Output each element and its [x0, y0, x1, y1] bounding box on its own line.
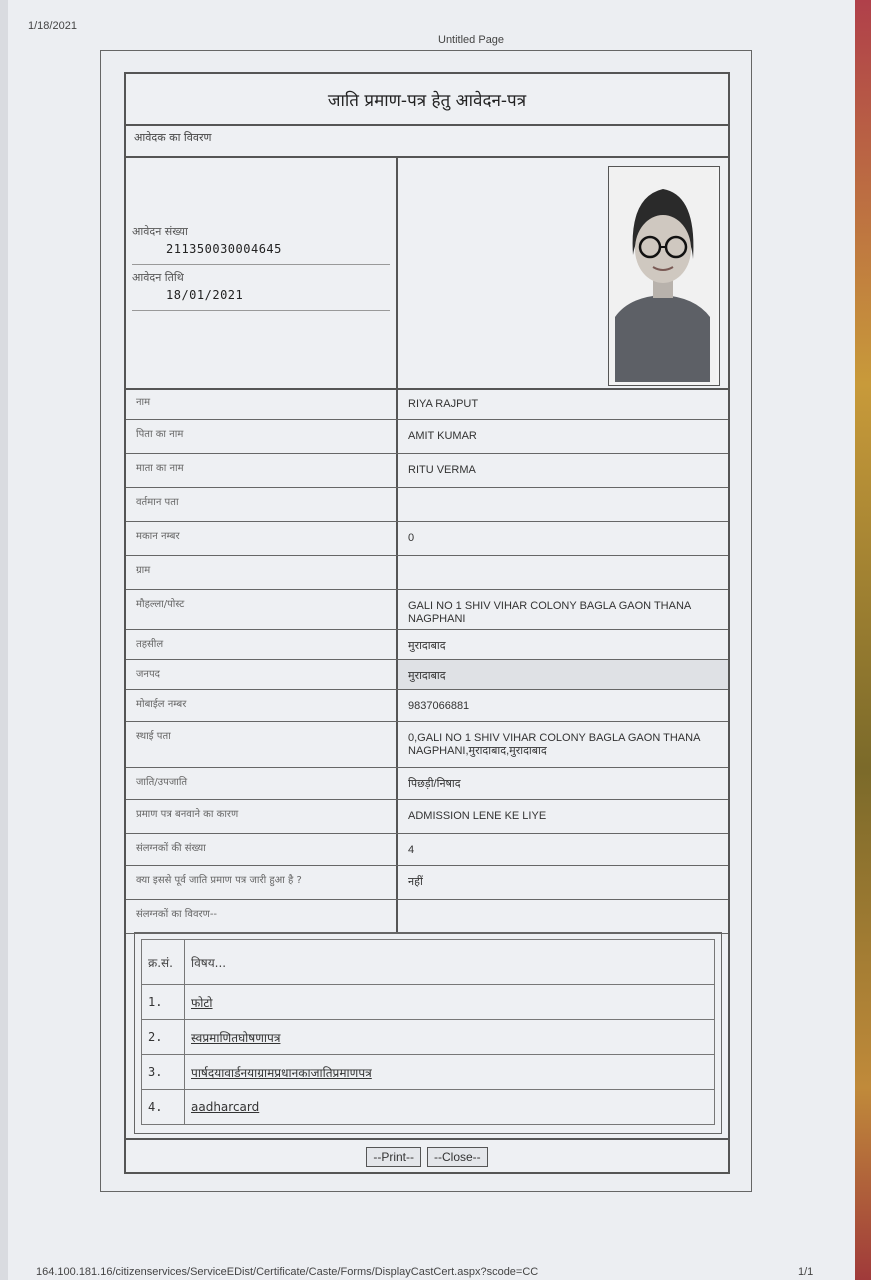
row-label: ग्राम	[126, 556, 398, 589]
attachment-cell	[185, 1055, 715, 1090]
table-header-row	[142, 940, 715, 985]
row-label: स्थाई पता	[126, 722, 398, 767]
row-attachment-details	[126, 900, 728, 934]
attachment-link[interactable]: स्वप्रमाणितघोषणापत्र	[191, 1030, 281, 1045]
details-rows	[126, 388, 728, 934]
row-district	[126, 660, 728, 690]
row-label: जाति/उपजाति	[126, 768, 398, 799]
divider	[132, 264, 390, 265]
row-value: 0,GALI NO 1 SHIV VIHAR COLONY BAGLA GAON THANA NAGPHANI,मुरादाबाद,मुरादाबाद	[408, 732, 700, 757]
row-locality	[126, 590, 728, 630]
row-value: मुरादाबाद	[398, 660, 728, 689]
row-father-name	[126, 420, 728, 454]
attachment-number: 1.	[142, 985, 185, 1020]
table-row	[142, 1090, 715, 1125]
attachments-section	[134, 932, 722, 1134]
printed-page	[8, 0, 860, 1280]
row-value	[398, 900, 728, 933]
row-house-number	[126, 522, 728, 556]
table-row	[142, 1020, 715, 1055]
attachment-cell	[185, 1020, 715, 1055]
applicant-photo-image	[609, 167, 716, 382]
print-url: 164.100.181.16/citizenservices/ServiceEDist/Certificate/Caste/Forms/DisplayCastCert.aspx?scode=CC	[36, 1266, 539, 1278]
print-date: 1/18/2021	[28, 20, 77, 32]
row-label: पिता का नाम	[126, 420, 398, 453]
form-title: जाति प्रमाण-पत्र हेतु आवेदन-पत्र	[126, 74, 728, 126]
row-value: GALI NO 1 SHIV VIHAR COLONY BAGLA GAON THANA NAGPHANI	[408, 600, 691, 625]
attachment-link[interactable]: aadharcard	[191, 1100, 260, 1114]
application-date-label: आवेदन तिथि	[132, 271, 184, 284]
section-label: आवेदक का विवरण	[126, 124, 728, 158]
background-edge	[855, 0, 871, 1280]
row-label: क्या इससे पूर्व जाति प्रमाण पत्र जारी हुआ है ?	[126, 866, 398, 899]
row-permanent-address	[126, 722, 728, 768]
attachment-link[interactable]: पार्षदयावार्डनयाग्रामप्रधानकाजातिप्रमाणपत्र	[191, 1065, 372, 1080]
row-label: माता का नाम	[126, 454, 398, 487]
row-label: संलग्नकों की संख्या	[126, 834, 398, 865]
column-header-number: क्र.सं.	[142, 940, 185, 985]
table-row	[142, 985, 715, 1020]
row-current-address	[126, 488, 728, 522]
print-page-number: 1/1	[798, 1266, 814, 1278]
button-bar	[126, 1138, 728, 1174]
row-label: मकान नम्बर	[126, 522, 398, 555]
applicant-photo	[608, 166, 720, 386]
row-value: RIYA RAJPUT	[408, 398, 479, 410]
attachment-number: 3.	[142, 1055, 185, 1090]
application-number: 211350030004645	[166, 242, 282, 256]
attachments-table	[141, 939, 715, 1125]
row-label: वर्तमान पता	[126, 488, 398, 521]
attachment-cell	[185, 985, 715, 1020]
row-value: RITU VERMA	[408, 464, 476, 476]
row-value: पिछड़ी/निषाद	[408, 778, 461, 790]
row-label: मोबाईल नम्बर	[126, 690, 398, 721]
divider	[132, 310, 390, 311]
row-value: 9837066881	[408, 700, 470, 712]
row-label: मौहल्ला/पोस्ट	[126, 590, 398, 629]
application-form	[124, 72, 730, 1174]
table-row	[142, 1055, 715, 1090]
row-previous-certificate	[126, 866, 728, 900]
attachment-cell	[185, 1090, 715, 1125]
row-label: संलग्नकों का विवरण--	[126, 900, 398, 933]
row-label: तहसील	[126, 630, 398, 659]
row-value: 4	[408, 844, 415, 856]
row-label: नाम	[126, 388, 398, 419]
print-page-title: Untitled Page	[438, 34, 505, 46]
row-value: 0	[408, 532, 415, 544]
row-label: जनपद	[126, 660, 398, 689]
application-date: 18/01/2021	[166, 288, 244, 302]
application-info	[126, 158, 398, 388]
row-tehsil	[126, 630, 728, 660]
row-name	[126, 388, 728, 420]
row-value	[398, 556, 728, 589]
row-mobile	[126, 690, 728, 722]
application-number-label: आवेदन संख्या	[132, 225, 188, 238]
applicant-summary	[126, 158, 728, 390]
close-button[interactable]: --Close--	[427, 1147, 488, 1167]
row-attachment-count	[126, 834, 728, 866]
row-reason	[126, 800, 728, 834]
column-header-subject: विषय...	[185, 940, 715, 985]
row-village	[126, 556, 728, 590]
attachment-link[interactable]: फोटो	[191, 995, 213, 1010]
row-mother-name	[126, 454, 728, 488]
row-value	[398, 488, 728, 521]
row-value: ADMISSION LENE KE LIYE	[408, 810, 547, 822]
row-value: नहीं	[408, 876, 423, 888]
row-caste	[126, 768, 728, 800]
print-button[interactable]: --Print--	[366, 1147, 421, 1167]
row-value: मुरादाबाद	[408, 640, 446, 652]
row-label: प्रमाण पत्र बनवाने का कारण	[126, 800, 398, 833]
attachment-number: 4.	[142, 1090, 185, 1125]
attachment-number: 2.	[142, 1020, 185, 1055]
row-value: AMIT KUMAR	[408, 430, 477, 442]
